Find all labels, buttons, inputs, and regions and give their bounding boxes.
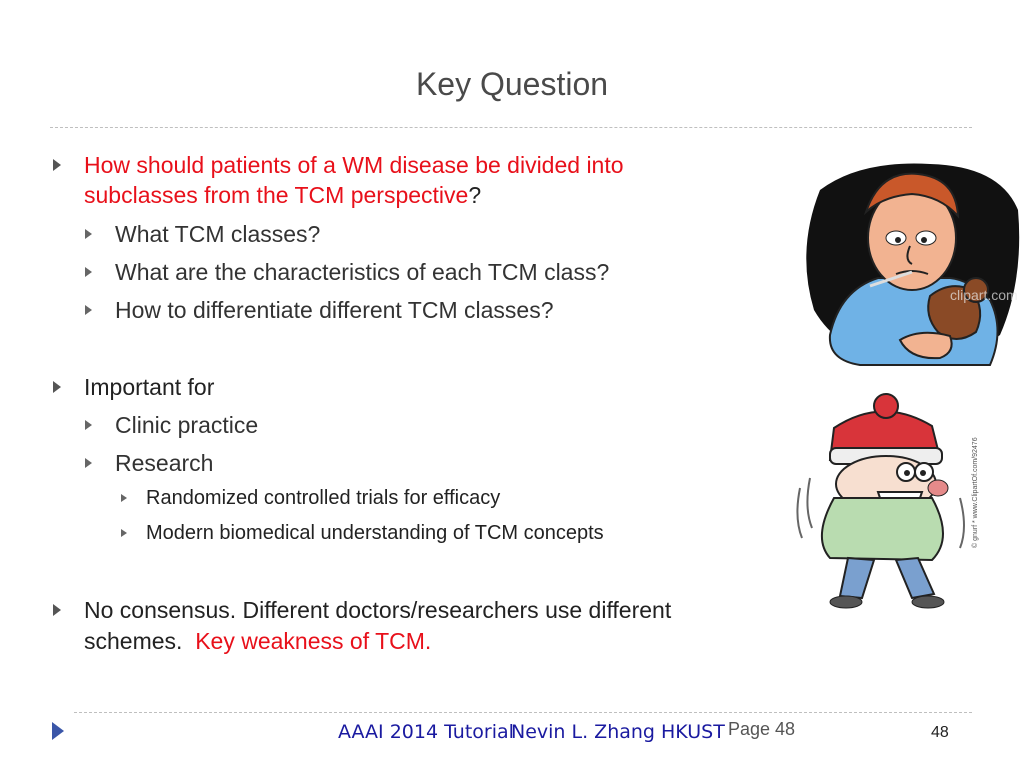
question-mark: ?: [468, 182, 482, 208]
consensus-schemes: schemes.: [84, 628, 183, 654]
bullet-arrow-icon: [85, 267, 92, 277]
bullet-arrow-icon: [121, 529, 127, 537]
page-number: 48: [931, 724, 949, 741]
sub-characteristics: What are the characteristics of each TCM class?: [115, 259, 610, 285]
sub-clinic-practice: Clinic practice: [115, 412, 259, 438]
page-label: Page 48: [728, 719, 796, 739]
sick-man-illustration: [800, 160, 1024, 370]
bullet-arrow-icon: [85, 229, 92, 239]
footer-event: AAAI 2014 Tutorial: [338, 721, 514, 743]
bullet-arrow-icon: [85, 305, 92, 315]
question-line-2-red: subclasses from the TCM perspective: [84, 182, 469, 208]
sub-differentiate: How to differentiate different TCM classes?: [115, 297, 554, 323]
sub-research: Research: [115, 450, 214, 476]
slide-title: Key Question: [415, 66, 609, 102]
consensus-line-1: No consensus. Different doctors/researchers use different: [84, 597, 672, 623]
bullet-arrow-icon: [53, 381, 61, 393]
cold-man-illustration: [782, 388, 987, 610]
question-line-1: How should patients of a WM disease be divided into: [84, 152, 624, 178]
sub-biomedical: Modern biomedical understanding of TCM concepts: [146, 522, 604, 544]
sub-what-classes: What TCM classes?: [115, 221, 321, 247]
footer-author: Nevin L. Zhang HKUST: [511, 721, 725, 743]
bullet-arrow-icon: [85, 420, 92, 430]
consensus-line-2: [84, 628, 431, 655]
key-weakness: Key weakness of TCM.: [195, 628, 432, 654]
clipart-watermark: clipart.com: [950, 287, 1018, 303]
footer-arrow-icon: [52, 722, 64, 740]
question-line-2: [84, 182, 481, 209]
bullet-arrow-icon: [53, 159, 61, 171]
bullet-arrow-icon: [121, 494, 127, 502]
footer-divider: [74, 712, 972, 713]
clipartof-watermark: © gnurf * www.ClipartOf.com/92476: [972, 437, 979, 548]
title-divider: [50, 127, 972, 128]
important-for: Important for: [84, 374, 215, 400]
sub-rct: Randomized controlled trials for efficacy: [146, 487, 501, 509]
bullet-arrow-icon: [53, 604, 61, 616]
bullet-arrow-icon: [85, 458, 92, 468]
